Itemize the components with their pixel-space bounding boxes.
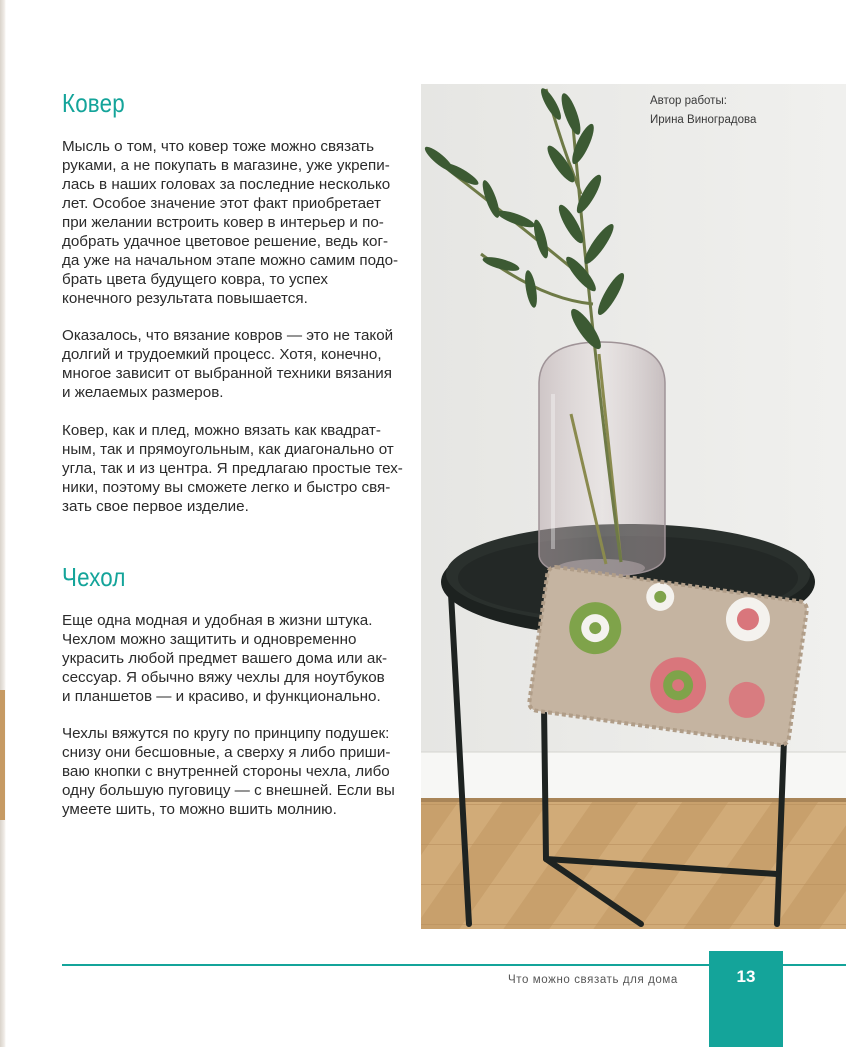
photo-caption: Автор работы: Ирина Виноградова xyxy=(650,95,757,126)
section-heading-chehol: Чехол xyxy=(62,562,126,592)
paragraph-kover-3: Ковер, как и плед, можно вязать как квадрат- ным, так и прямоугольным, как диагонально от угла, так и из центра. Я предлагаю простые тех- ники, поэтому вы сможете легко и быстро свя- зать свое первое изделие. xyxy=(62,422,403,515)
paragraph-kover-1: Мысль о том, что ковер тоже можно связать руками, а не покупать в магазине, уже укрепи- лась в наших головах за последние несколько лет. Особое значение этот факт приобретает при желании встроить ковер в интерьер и по- добрать удачное цветовое решение, ведь ког- да уже на начальном этапе можно самим подо- брать цвета будущего ковра, то успех конечного результата повышается. xyxy=(62,138,399,307)
photo-illustration xyxy=(421,84,846,929)
paragraph-chehol-2: Чехлы вяжутся по кругу по принципу подушек: снизу они бесшовные, а сверху я либо приши- ваю кнопки с внутренней стороны чехла, либо одну большую пуговицу — с внешней. Если вы умеете шить, то можно вшить молнию. xyxy=(62,725,395,818)
paragraph-kover-2: Оказалось, что вязание ковров — это не такой долгий и трудоемкий процесс. Хотя, конечно, многое зависит от выбранной техники вязания и желаемых размеров. xyxy=(62,327,394,401)
photo-side-table-with-crochet xyxy=(421,84,846,929)
paragraph-chehol-1: Еще одна модная и удобная в жизни штука. Чехлом можно защитить и одновременно украсить любой предмет вашего дома или ак- сессуар. Я обычно вяжу чехлы для ноутбуков и планшетов — и красиво, и функционально. xyxy=(62,612,388,705)
page-number-tab xyxy=(709,951,783,1047)
footer-chapter-title: Что можно связать для дома xyxy=(508,974,678,986)
section-heading-kover: Ковер xyxy=(62,88,125,118)
page-gutter-edge xyxy=(0,0,6,1047)
page-number: 13 xyxy=(736,967,756,986)
